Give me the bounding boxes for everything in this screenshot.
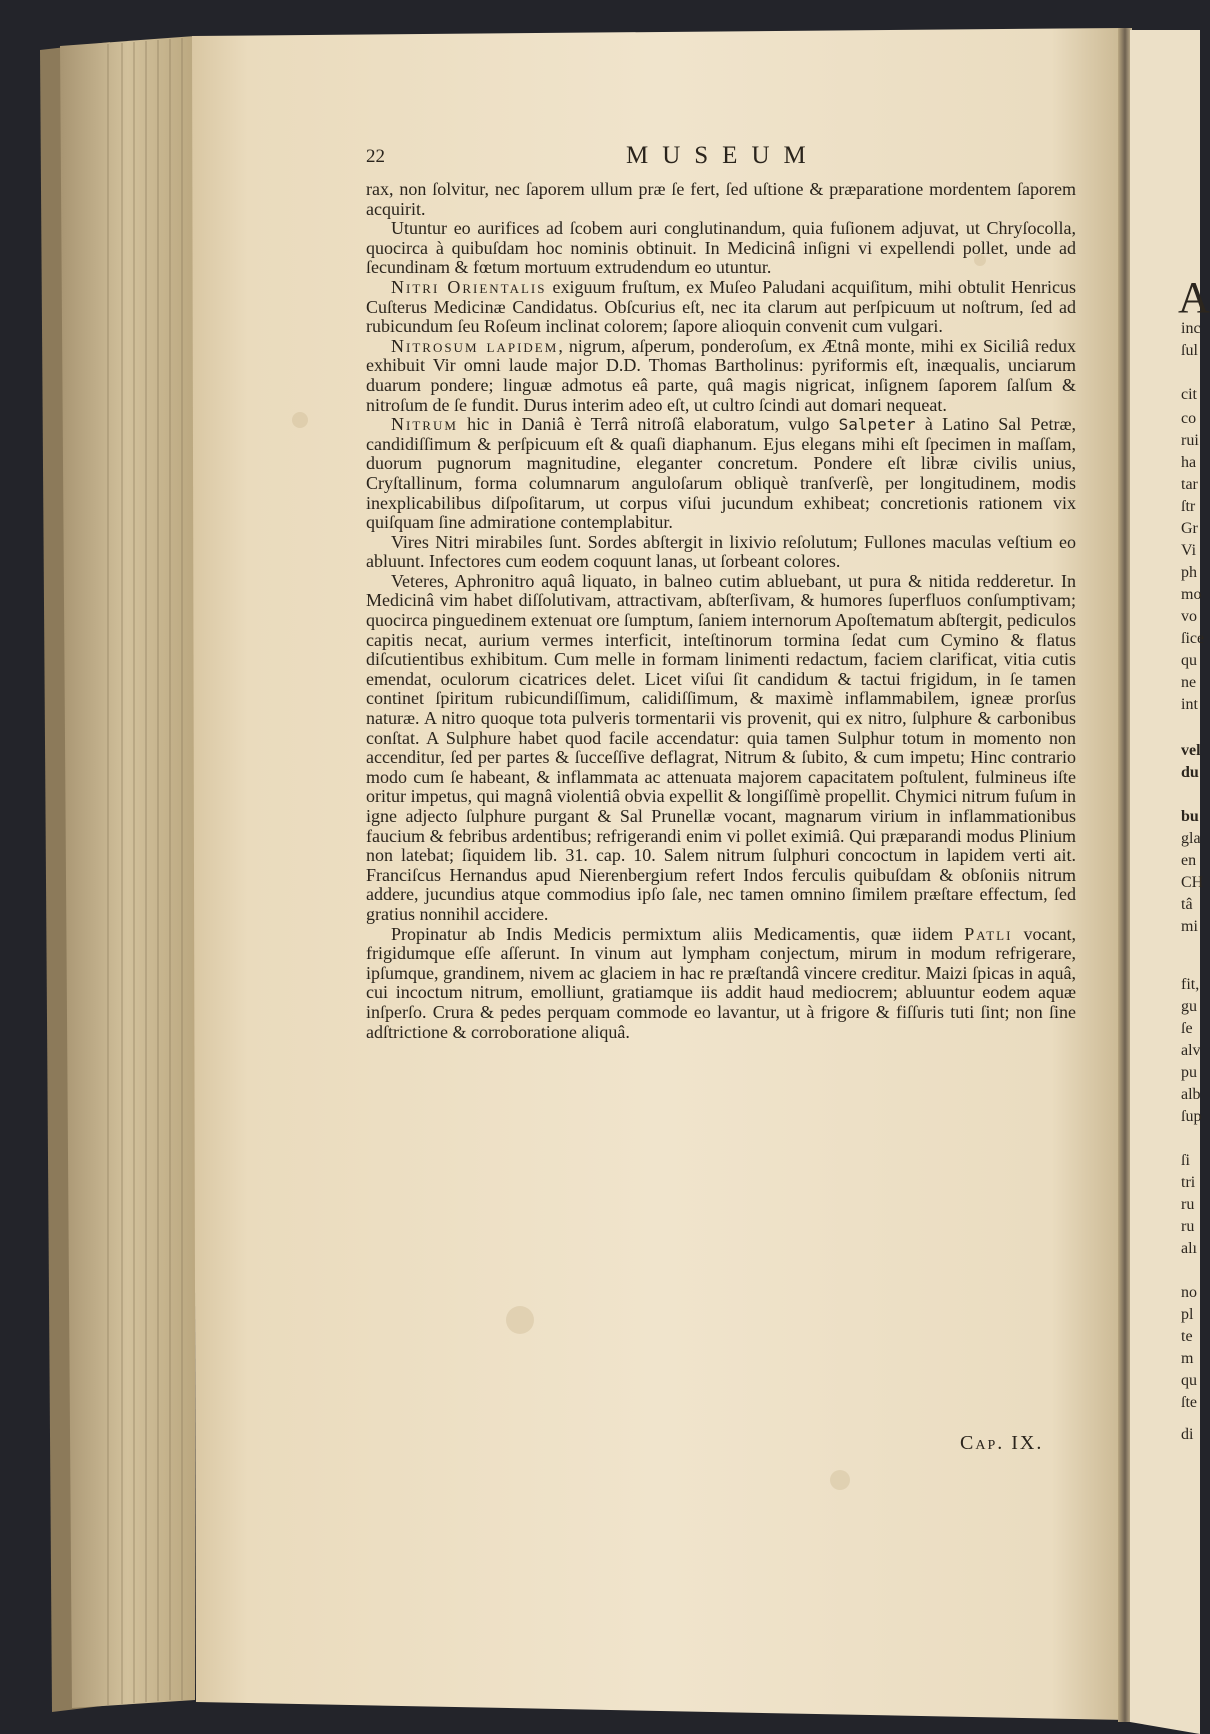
fragment: co [1181, 410, 1197, 427]
paragraph-8: Propinatur ab Indis Medicis permixtum aliis Medicamentis, quæ iidem Patli vocant, frigidumque eſſe aſſerunt. In vinum aut lympham conjectum, mirum in modum refrigerare, ipſumque, grandinem, nivem ac glaciem in hac re præſtandâ vincere creditur. Maizi ſpicas in aquâ, cui incoctum nitrum, emolliunt, gratiamque iis addit haud mediocrem; abluuntur eodem aquæ inſperſo. Crura & pedes perquam commode eo lavantur, ut à frigore & fiſſuris tuti ſint; non ſine adſtrictione & corroboratione aliquâ. [366, 923, 1076, 1042]
blackletter-word: Salpeter [838, 415, 916, 435]
fragment: pl [1181, 1306, 1194, 1323]
fragment: ſul [1181, 342, 1198, 359]
fragment: alb [1181, 1086, 1201, 1103]
fragment: ru [1181, 1196, 1195, 1213]
gutter [1118, 28, 1132, 1722]
fragment: CH [1181, 874, 1204, 891]
term-patli: Patli [964, 923, 1013, 944]
fragment: ha [1181, 454, 1197, 471]
paragraph-6: Vires Nitri mirabiles ſunt. Sordes abſtergit in lixivio reſolutum; Fullones maculas veſtium eo abluunt. Infectores cum eodem coquunt lanas, ut ſorbeant colores. [366, 531, 1076, 572]
running-head-title: MUSEUM [626, 142, 820, 169]
paragraph-2: Utuntur eo aurifices ad ſcobem auri conglutinandum, quia fuſionem adjuvat, ut Chryſocolla, quocirca à quibuſdam hoc nominis obtinuit. In Medicinâ inſigni vi expellendi pollet, unde ad ſecundinam & fœtum mortuum extrudendum eo utuntur. [366, 218, 1076, 278]
fragment: m [1181, 1350, 1194, 1367]
fragment: mi [1181, 918, 1198, 935]
fragment: pu [1181, 1064, 1197, 1081]
facing-page-fragments [1176, 0, 1210, 1734]
fragment: no [1181, 1284, 1197, 1301]
fragment: bu [1181, 808, 1199, 825]
lead-term: Nitrum [391, 414, 458, 435]
fragment: tri [1181, 1174, 1196, 1191]
paragraph-1: rax, non ſolvitur, nec ſaporem ullum præ ſe fert, ſed uſtione & præparatione mordentem ſaporem acquirit. [366, 179, 1076, 219]
fragment: ſtr [1181, 498, 1196, 515]
fragment: fit, [1181, 976, 1200, 993]
page-edges [60, 36, 195, 1708]
fragment: qu [1181, 1372, 1197, 1389]
fragment: inc [1181, 320, 1201, 337]
fragment: alv [1181, 1042, 1201, 1059]
fragment: int [1181, 696, 1198, 713]
fragment: gla [1181, 830, 1201, 847]
fragment: ſup [1181, 1108, 1202, 1125]
fragment: en [1181, 852, 1197, 869]
page-number: 22 [366, 146, 385, 167]
fragment: qu [1181, 652, 1197, 669]
paragraph-5: Nitrum hic in Daniâ è Terrâ nitroſâ elaboratum, vulgo Salpeter à Latino Sal Petræ, candidiſſimum & perſpicuum eſt & quaſi diaphanum. Ejus elegans mihi eſt ſpecimen in maſſam, duorum pugnorum magnitudine, eleganter concretum. Pondere eſt libræ civilis unius, Cryſtallinum, forma columnarum anguloſarum obliquè tranſverſè, per longitudinem, modis inexplicabilibus diſpoſitarum, ut corpus viſui jucundum exhibeat; concretionis rationem vix quiſquam ſine admiratione contemplabitur. [366, 414, 1077, 533]
fragment: du [1181, 764, 1199, 781]
fragment: A [1178, 273, 1210, 322]
fragment: vel [1181, 742, 1201, 759]
fragment: ſte [1181, 1394, 1197, 1411]
fragment: rui [1181, 432, 1199, 449]
fragment: ſi [1181, 1152, 1190, 1169]
fragment: Vi [1181, 542, 1197, 559]
fragment: mo [1181, 586, 1202, 603]
lead-term: Nitri Orientalis [391, 276, 547, 297]
paragraph-7: Veteres, Aphronitro aquâ liquato, in balneo cutim abluebant, ut pura & nitida redderetur. In Medicinâ vim habet diſſolutivam, attractivam, abſterſivam, & humores ſuperfluos conſumptivam; quocirca pinguedinem extenuat ore ſumptum, ſaniem internorum Apoſtematum abſtergit, pediculos capitis necat, aurium vermes interficit, inteſtinorum tormina ſedat cum Cymino & flatus diſcutientibus exhibitum. Cum melle in formam linimenti redactum, faciem clarificat, vitia cutis emendat, oculorum cicatrices delet. Licet viſui ſit candidum & tactui frigidum, in ſe tamen continet ſpiritum rubicundiſſimum, calidiſſimum, & maximè inflammabilem, igneæ prorſus naturæ. A nitro quoque tota pulveris tormentarii vis provenit, qui ex nitro, ſulphure & carbonibus conſtat. A Sulphure habet quod facile accendatur: quia tamen Sulphur totum in momento non accenditur, ſed per partes & ſucceſſive deflagrat, Nitrum & ſubito, & cum impetu; Hinc contrario modo cum ſe habeant, & inflammata ac attenuata majorem capacitatem poſtulent, fulmineus iſte oritur impetus, qui magnâ violentiâ obvia expellit & longiſſimè propellit. Chymici nitrum fuſum in igne adjecto ſulphure purgant & Sal Prunellæ vocant, magnarum virium in inflammationibus faucium & febribus ardentibus; refrigerandi enim vi pollet eximiâ. Qui præparandi modus Plinium non latebat; ſiquidem lib. 31. cap. 10. Salem nitrum ſulphuri concoctum in lapidem verti ait. Franciſcus Hernandus apud Nierenbergium refert Indos ferculis quibuſdam & obſoniis nitrum addere, jucundius atque commodius ipſo ſale, nec tamen omnino ſimilem præſtare effectum, ſed gratius nonnihil accidere. [366, 570, 1076, 924]
fragment: tar [1181, 476, 1198, 493]
fragment: ſe [1181, 1020, 1193, 1037]
fragment: Gr [1181, 520, 1198, 537]
fragment: ſice [1181, 630, 1205, 647]
fragment: ru [1181, 1218, 1195, 1235]
fragment: cit [1181, 386, 1197, 403]
paragraph-3: Nitri Orientalis exiguum fruſtum, ex Muſeo Paludani acquiſitum, mihi obtulit Henricus Cuſterus Medicinæ Candidatus. Obſcurius eſt, nec ita clarum aut perſpicuum ut noſtrum, ſed ad rubicundum ſeu Roſeum inclinat colorem; ſapore alioquin convenit cum vulgari. [366, 276, 1076, 337]
fragment: vo [1181, 608, 1197, 625]
lead-term: Nitrosum lapidem [391, 335, 559, 356]
body-text [366, 144, 1076, 1042]
fragment: te [1181, 1328, 1193, 1345]
fragment: di [1181, 1426, 1194, 1443]
fragment: ph [1181, 564, 1197, 581]
paragraph-4: Nitrosum lapidem, nigrum, aſperum, ponderoſum, ex Ætnâ monte, mihi ex Siciliâ redux exhibuit Vir omni laude major D.D. Thomas Bartholinus: pyriformis eſt, inæqualis, unciarum duarum pondere; linguæ admotus eâ parte, quâ magis nigricat, inſignem ſaporem ſalſum & nitroſum de ſe fundit. Durus interim adeo eſt, ut cultro ſcindi aut domari nequeat. [366, 335, 1076, 415]
fragment: alı [1181, 1240, 1197, 1257]
fragment: gu [1181, 998, 1197, 1015]
catchword: Cap. IX. [960, 1432, 1044, 1454]
fragment: tâ [1181, 896, 1193, 913]
fragment: ne [1181, 674, 1197, 691]
